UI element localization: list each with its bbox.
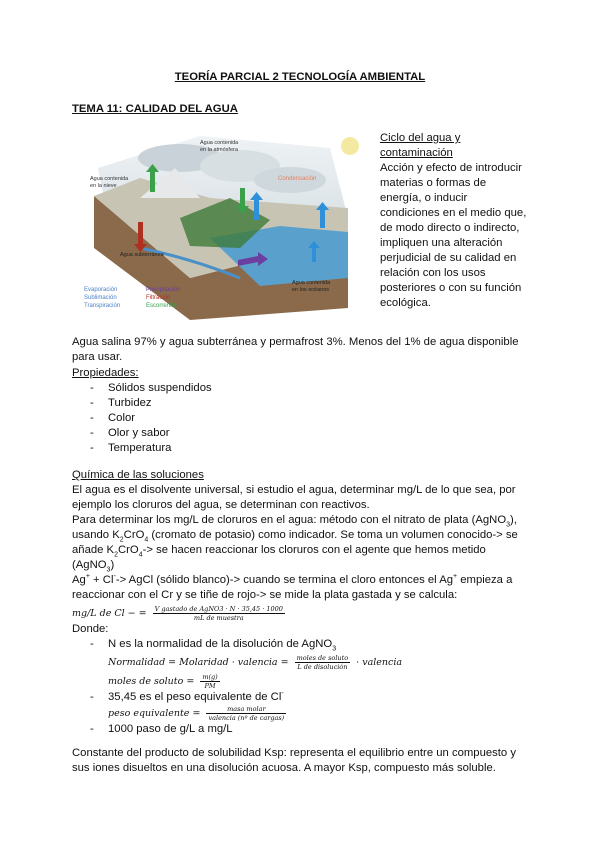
label-atmosfera-2: en la atmósfera	[200, 147, 238, 153]
list-item: - Color	[72, 411, 528, 426]
label-condensacion: Condensación	[278, 176, 317, 182]
list-item: - Turbidez	[72, 396, 528, 411]
formula-peso-equivalente: peso equivalente = $\frac{\text{masa molar}}{\text{valencia (nº de cargas)}}$	[108, 705, 285, 722]
label-atmosfera: Agua contenida	[200, 140, 239, 146]
blue-arrow	[312, 248, 316, 262]
label-nieve: Agua contenida	[90, 176, 129, 182]
label-nieve-2: en la nieve	[90, 183, 117, 189]
list-item: - Sólidos suspendidos	[72, 381, 528, 396]
legend-item: Evaporación	[84, 287, 118, 293]
blue-arrow	[320, 210, 325, 228]
list-item: - Olor y sabor	[72, 426, 528, 441]
ksp-paragraph: Constante del producto de solubilidad Ksp: representa el equilibrio entre un compuesto y sus iones disueltos en una disolución acuosa. A mayor Ksp, compuesto más soluble.	[72, 747, 516, 774]
list-item: - 35,45 es el peso equivalente de Cl- peso equivalente = $\frac{\text{masa molar}}{\text{valencia (nº de cargas)}}$	[72, 690, 528, 722]
legend-item: Transpiración	[84, 303, 121, 309]
definitions-list	[72, 637, 528, 737]
red-arrow	[138, 222, 143, 244]
properties-heading: Propiedades:	[72, 367, 139, 379]
blue-arrow	[254, 200, 259, 220]
list-item: - N es la normalidad de la disolución de AgNO$_3$ Normalidad = Molaridad · valencia = $\frac{\text{moles de soluto}}{\text{L de disolución}}$ · valencia moles de soluto = $\frac{m(g)}{PM}$	[72, 637, 528, 690]
legend-item: Escorrentía	[146, 303, 177, 309]
intro-paragraph: Agua salina 97% y agua subterránea y permafrost 3%. Menos del 1% de agua disponible para usar.	[72, 336, 519, 363]
list-item: - 1000 paso de g/L a mg/L	[72, 722, 528, 737]
formula-normalidad: Normalidad = Molaridad · valencia = $\frac{\text{moles de soluto}}{\text{L de disolución}}$ · valencia	[108, 654, 403, 671]
side-heading: Ciclo del agua y contaminación	[380, 132, 461, 159]
legend-item: Filtración	[146, 295, 171, 301]
section-title: TEMA 11: CALIDAD DEL AGUA	[72, 103, 238, 115]
label-oceano: Agua contenida	[292, 280, 331, 286]
label-oceano-2: en los océanos	[292, 287, 329, 293]
chemistry-p2: Para determinar los mg/L de cloruros en el agua: método con el nitrato de plata (AgNO$_3$), usando $K_2CrO_4$ (cromato de potasio) como indicador. Se toma un volumen conocido-> se añade $K_2CrO_4->$ se hacen reaccionar los cloruros con el agente que hemos metido (AgNO$_3$)	[72, 514, 518, 574]
donde-label: Donde:	[72, 623, 109, 635]
side-note	[380, 131, 530, 311]
properties-list	[72, 381, 528, 456]
list-item: - Temperatura	[72, 441, 528, 456]
formula-moles: moles de soluto = $\frac{m(g)}{PM}$	[108, 673, 218, 690]
chemistry-p3: Ag+ + Cl--> AgCl (sólido blanco)-> cuando se termina el cloro entonces el Ag+ empieza a reaccionar con el Cr y se tiñe de rojo-> se mide la plata gastada y se calcula:	[72, 573, 513, 601]
page-title: TEORÍA PARCIAL 2 TECNOLOGÍA AMBIENTAL	[174, 71, 426, 83]
chemistry-p1: El agua es el disolvente universal, si estudio el agua, determinar mg/L de lo que sea, por ejemplo los cloruros del agua, se determinan con reactivos.	[72, 484, 516, 511]
sun-icon	[341, 137, 359, 155]
water-cycle-diagram	[80, 128, 372, 320]
chemistry-heading: Química de las soluciones	[72, 469, 204, 481]
side-text: Acción y efecto de introducir materias o formas de energía, o inducir condiciones en el medio que, de modo directo o indirecto, impliquen una alteración perjudicial de su calidad en relación con los usos posteriores o con su función ecológica.	[380, 162, 527, 309]
legend-item: Sublimación	[84, 295, 117, 301]
chemistry-section	[72, 468, 528, 737]
green-arrow	[240, 188, 245, 206]
label-subterranea: Agua subterránea	[120, 252, 164, 258]
green-arrow	[150, 172, 155, 192]
legend-item: Precipitación	[146, 287, 181, 293]
formula-mgL: mg/L de Cl − = $\frac{\text{V gastado de AgNO3 · N · 35,45 · 1000}}{\text{mL de muestra}}$	[72, 605, 283, 622]
properties-section	[72, 366, 528, 456]
